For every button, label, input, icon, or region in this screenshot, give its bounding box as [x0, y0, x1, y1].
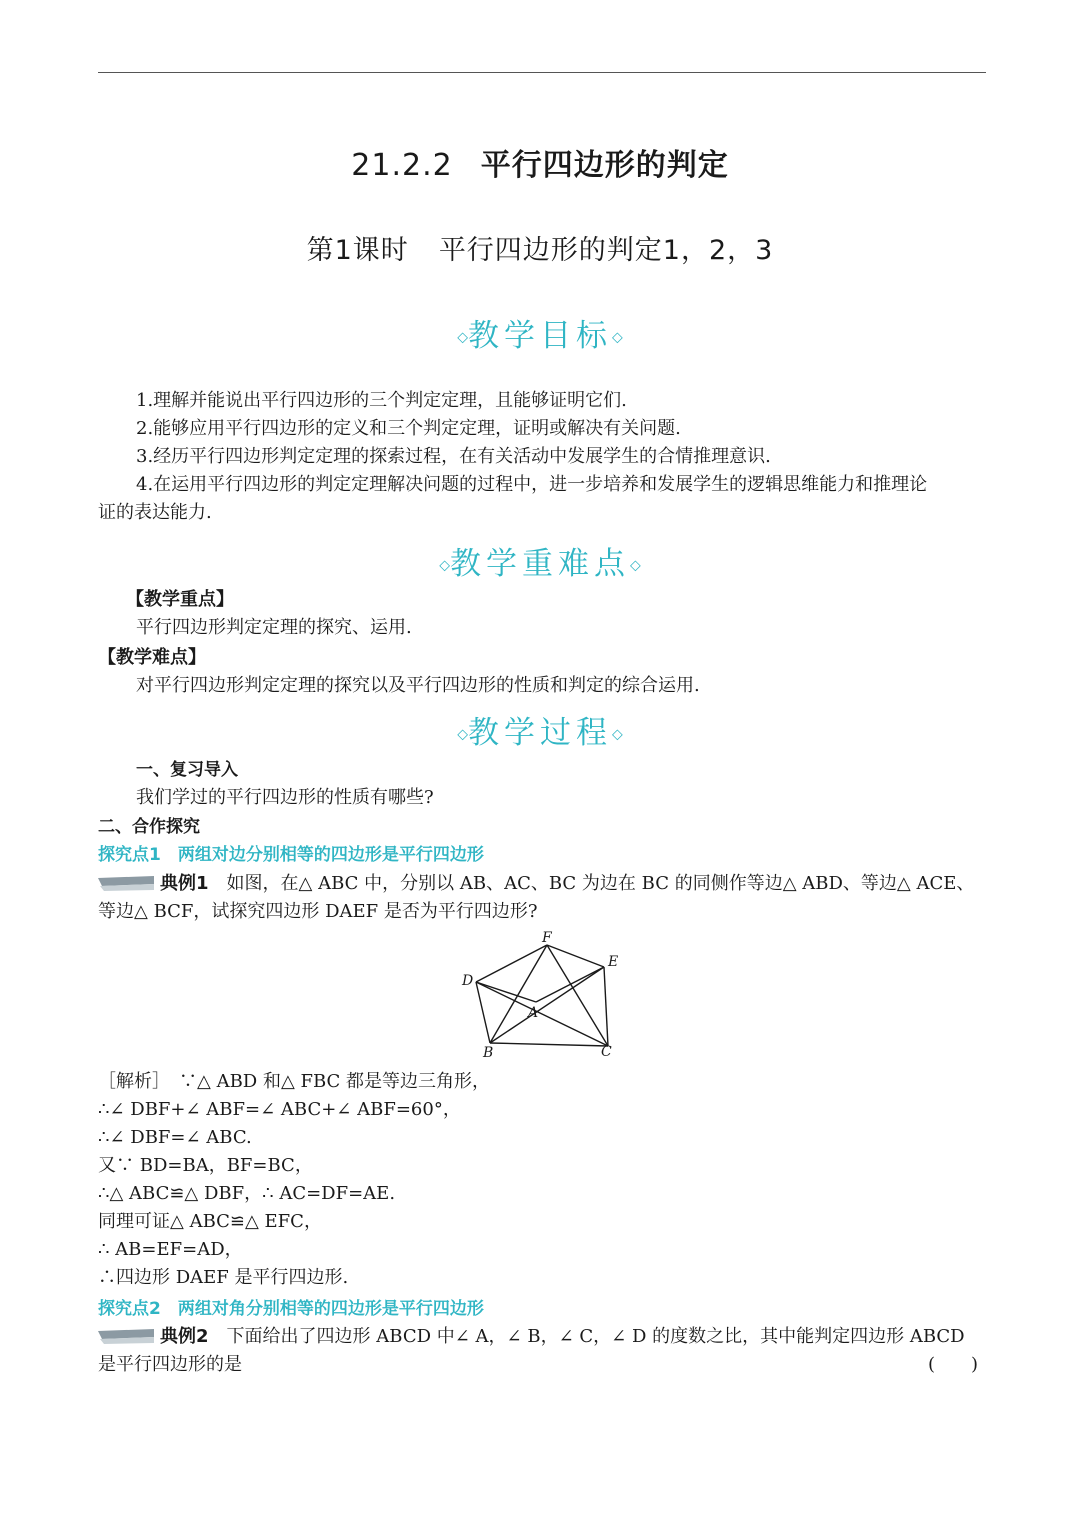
segment-AE: [536, 967, 604, 1002]
example-tag-icon: [98, 874, 154, 892]
goals-list: [98, 387, 988, 527]
diamond-icon: ◇: [630, 557, 641, 574]
analysis-line: ∴∠ DBF+∠ ABF=∠ ABC+∠ ABF=60°，: [98, 1099, 461, 1120]
analysis-line: ∴△ ABC≌△ DBF，∴ AC=DF=AE.: [98, 1183, 396, 1204]
lesson-label: 第1课时: [306, 235, 409, 266]
label-D: D: [462, 973, 474, 989]
process-heading: ◇教学过程◇: [457, 715, 623, 751]
goal-item-continued: 证的表达能力.: [98, 502, 212, 523]
segment-CB: [490, 1043, 608, 1046]
example-2: [98, 1323, 988, 1379]
analysis-line: ∴ AB=EF=AD，: [98, 1239, 243, 1260]
example-tag-icon: [98, 1327, 154, 1345]
analysis-line: 同理可证△ ABC≌△ EFC，: [98, 1211, 322, 1232]
label-B: B: [483, 1045, 494, 1060]
explore-point-1: 探究点1 两组对边分别相等的四边形是平行四边形: [98, 845, 484, 865]
example-1: [98, 870, 988, 926]
part2-heading: 二、合作探究: [98, 817, 200, 837]
focus-text: 平行四边形判定定理的探究、运用.: [136, 617, 412, 638]
goals-heading: ◇教学目标◇: [457, 318, 623, 354]
key-points-heading: ◇教学重难点◇: [439, 546, 641, 582]
analysis-line: ∴∠ DBF=∠ ABC.: [98, 1127, 252, 1148]
segment-DA: [476, 982, 536, 1002]
goal-item: 4.在运用平行四边形的判定定理解决问题的过程中，进一步培养和发展学生的逻辑思维能力和推理论: [136, 474, 928, 495]
goal-item: 2.能够应用平行四边形的定义和三个判定定理，证明或解决有关问题.: [136, 418, 681, 439]
analysis-line: 又∵ BD=BA，BF=BC，: [98, 1155, 313, 1176]
focus-label: 【教学重点】: [126, 589, 234, 610]
analysis: [98, 1068, 988, 1292]
part1-heading: 一、复习导入: [136, 760, 238, 780]
analysis-line: ［解析］ ∵△ ABD 和△ FBC 都是等边三角形，: [98, 1071, 491, 1092]
diamond-icon: ◇: [439, 557, 450, 574]
answer-blank: ( ): [927, 1354, 978, 1375]
example-2-label: 典例2: [160, 1326, 209, 1347]
goal-item: 1.理解并能说出平行四边形的三个判定定理，且能够证明它们.: [136, 390, 627, 411]
diamond-icon: ◇: [612, 329, 623, 346]
difficulty-label: 【教学难点】: [98, 647, 206, 668]
segment-FE: [547, 945, 604, 967]
explore-point-2: 探究点2 两组对角分别相等的四边形是平行四边形: [98, 1299, 484, 1319]
label-A: A: [528, 1005, 539, 1021]
example-2-text-continued: 是平行四边形的是: [98, 1354, 242, 1375]
example-1-text: 如图，在△ ABC 中，分别以 AB、AC、BC 为边在 BC 的同侧作等边△ ABD、等边△ ACE、: [226, 873, 975, 894]
lesson-title: [0, 228, 1080, 267]
example-2-text: 下面给出了四边形 ABCD 中∠ A，∠ B，∠ C，∠ D 的度数之比，其中能判定四边形 ABCD: [226, 1326, 965, 1347]
segment-BD: [476, 982, 490, 1043]
diamond-icon: ◇: [457, 329, 468, 346]
lesson-title-text: 平行四边形的判定1，2，3: [438, 235, 774, 266]
label-C: C: [601, 1044, 612, 1060]
goal-item: 3.经历平行四边形判定定理的探索过程，在有关活动中发展学生的合情推理意识.: [136, 446, 771, 467]
header-rule: [98, 72, 986, 73]
segment-EC: [604, 967, 608, 1046]
difficulty-text: 对平行四边形判定定理的探究以及平行四边形的性质和判定的综合运用.: [136, 675, 700, 696]
diamond-icon: ◇: [457, 726, 468, 743]
example-1-text-continued: 等边△ BCF，试探究四边形 DAEF 是否为平行四边形?: [98, 901, 538, 922]
pentagon-figure: [450, 928, 640, 1060]
section-title-text: 平行四边形的判定: [480, 148, 729, 183]
section-number: 21.2.2: [351, 148, 453, 183]
label-F: F: [542, 930, 552, 946]
example-1-label: 典例1: [160, 873, 209, 894]
section-title: [0, 140, 1080, 184]
part1-text: 我们学过的平行四边形的性质有哪些?: [136, 787, 434, 808]
segment-BE: [490, 967, 604, 1043]
analysis-line: ∴四边形 DAEF 是平行四边形.: [98, 1267, 349, 1288]
label-E: E: [608, 954, 619, 970]
diamond-icon: ◇: [612, 726, 623, 743]
